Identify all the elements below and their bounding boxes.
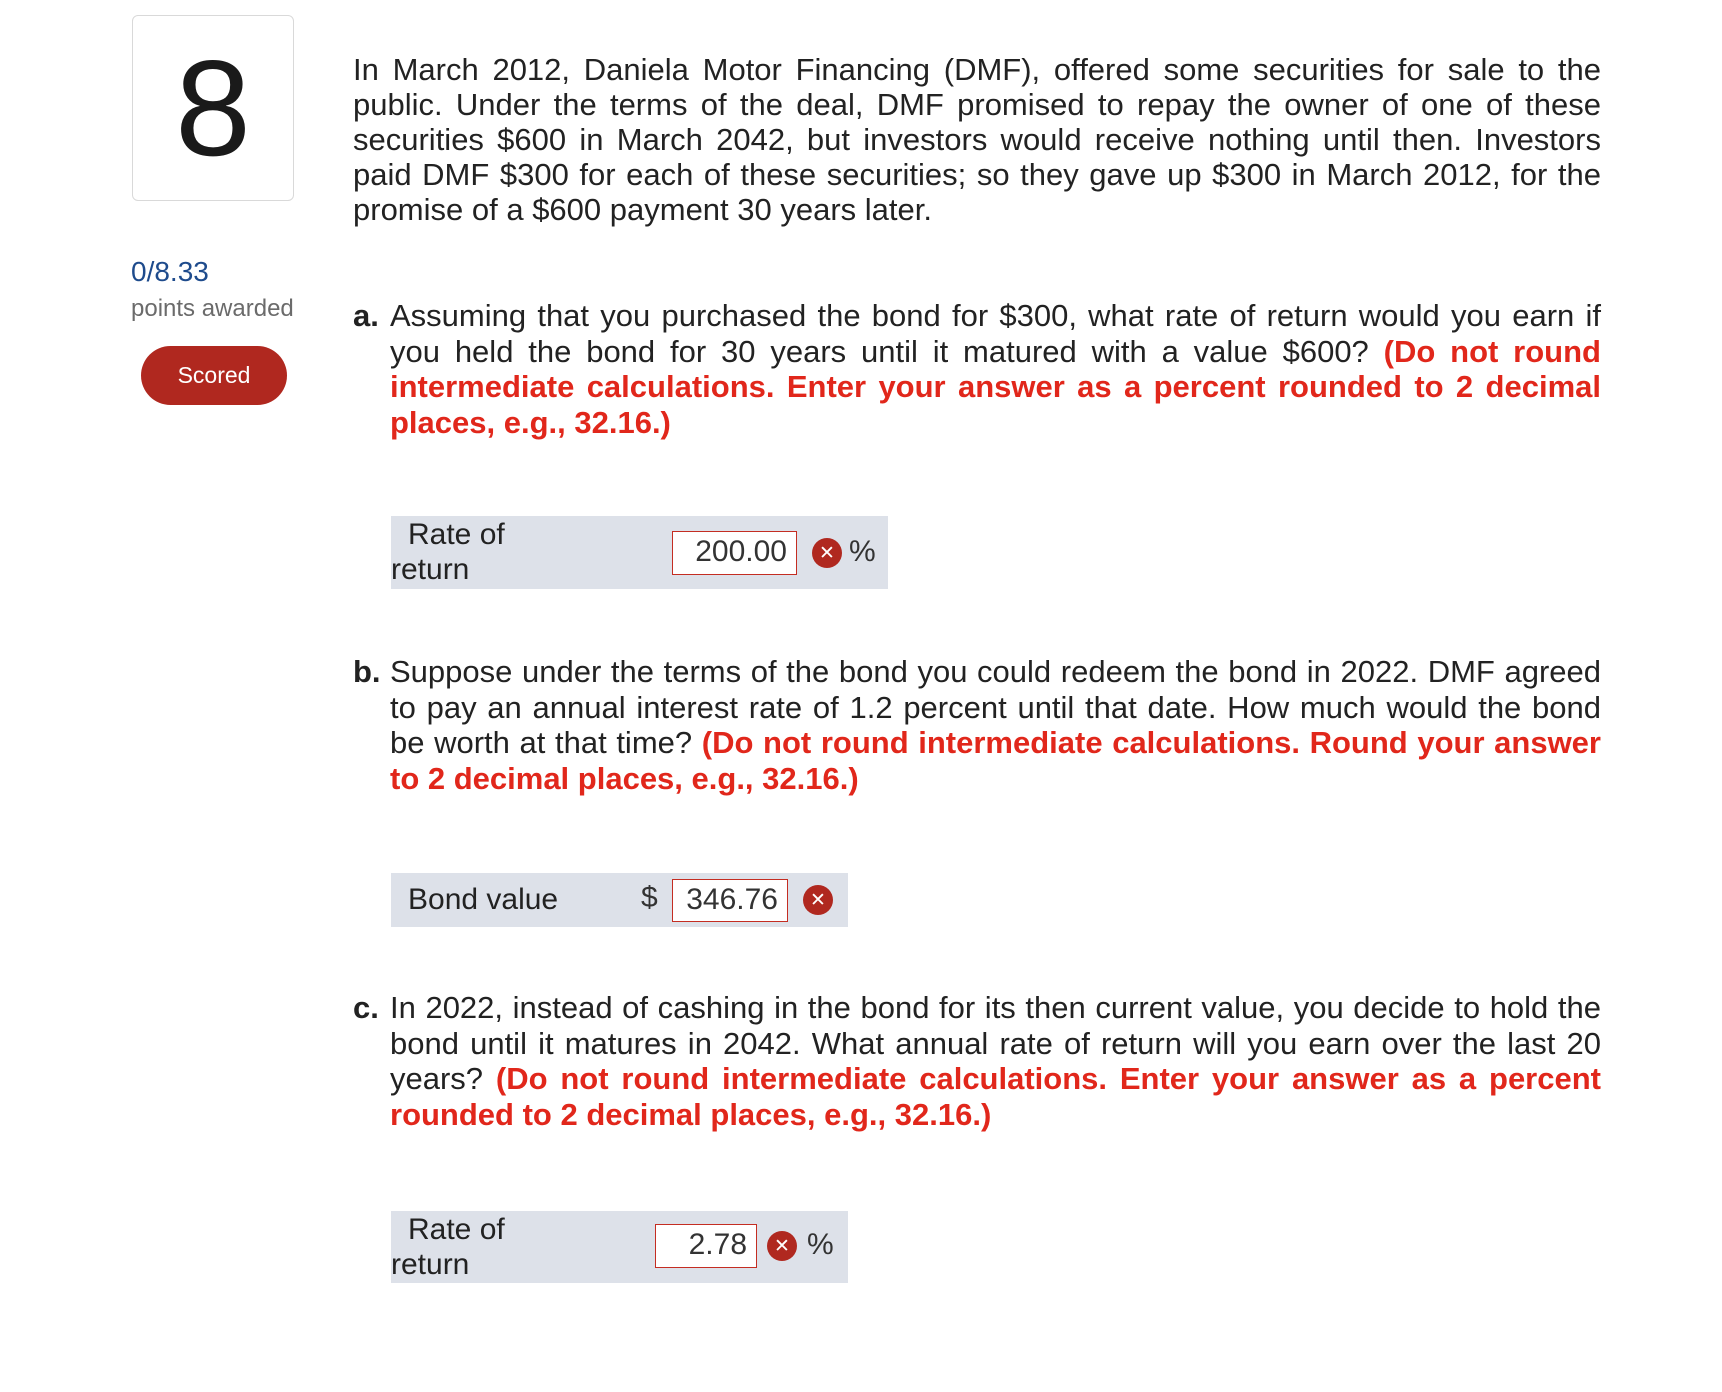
question-number-box <box>132 15 294 201</box>
part-a-letter: a. <box>353 298 379 333</box>
part-b-answer-row <box>391 873 848 927</box>
part-c <box>353 990 1601 1132</box>
part-b-instruction: (Do not round intermediate calculations. Round your answer to 2 decimal places, e.g., 32.16.) <box>390 725 1601 796</box>
question-number: 8 <box>175 32 251 184</box>
part-a <box>353 298 1601 440</box>
part-a-answer-row <box>391 516 888 589</box>
x-circle-icon: ✕ <box>767 1231 797 1261</box>
part-b-field-label: Bond value <box>408 883 559 916</box>
part-b-question: Suppose under the terms of the bond you could redeem the bond in 2022. DMF agreed to pay an annual interest rate of 1.2 percent until that date. How much would the bond be worth at that time? <box>390 654 1601 760</box>
part-c-field-label <box>391 1212 505 1282</box>
part-b-text <box>390 654 1601 796</box>
question-intro: In March 2012, Daniela Motor Financing (DMF), offered some securities for sale to the public. Under the terms of the deal, DMF promised to repay the owner of one of these securities $600 in March 2042, but investors would receive nothing until then. Investors paid DMF $300 for each of these securities; so they gave up $300 in March 2012, for the promise of a $600 payment 30 years later. <box>353 52 1601 227</box>
part-c-text <box>390 990 1601 1132</box>
part-a-field-label-line2: return <box>391 553 470 586</box>
score-label: points awarded <box>131 295 294 322</box>
score-value: 0/8.33 <box>131 256 209 287</box>
percent-unit-a: % <box>849 535 876 568</box>
x-circle-icon: ✕ <box>812 538 842 568</box>
part-c-letter: c. <box>353 990 379 1025</box>
part-a-text <box>390 298 1601 440</box>
part-a-field-label <box>391 517 505 587</box>
percent-unit-c: % <box>807 1228 834 1261</box>
part-b <box>353 654 1601 796</box>
part-a-instruction: (Do not round intermediate calculations. Enter your answer as a percent rounded to 2 decimal places, e.g., 32.16.) <box>390 333 1601 440</box>
bond-value-input[interactable]: 346.76 <box>672 879 788 922</box>
part-c-question: In 2022, instead of cashing in the bond for its then current value, you decide to hold the bond until it matures in 2042. What annual rate of return will you earn over the last 20 years? <box>390 990 1601 1096</box>
x-circle-icon: ✕ <box>803 885 833 915</box>
rate-of-return-input-c[interactable]: 2.78 <box>655 1224 757 1268</box>
part-b-letter: b. <box>353 654 381 689</box>
dollar-sign: $ <box>641 881 658 914</box>
part-a-field-label-line1: Rate of <box>408 518 505 551</box>
scored-badge: Scored <box>141 346 287 405</box>
part-c-field-label-line2: return <box>391 1248 470 1281</box>
part-c-field-label-line1: Rate of <box>408 1213 505 1246</box>
part-c-answer-row <box>391 1211 848 1283</box>
rate-of-return-input-a[interactable]: 200.00 <box>672 531 797 575</box>
part-a-question: Assuming that you purchased the bond for $300, what rate of return would you earn if you held the bond for 30 years until it matured with a value $600? <box>390 298 1601 369</box>
part-c-instruction: (Do not round intermediate calculations. Enter your answer as a percent rounded to 2 decimal places, e.g., 32.16.) <box>390 1061 1601 1132</box>
